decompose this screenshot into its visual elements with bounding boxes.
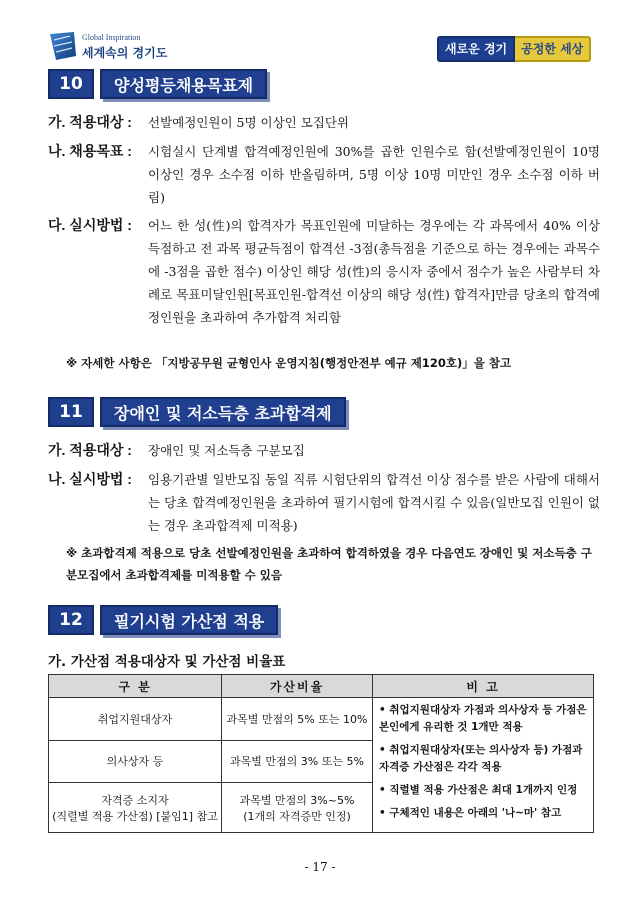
header-category: 구 분	[49, 675, 222, 698]
section-11-item-method	[48, 468, 600, 538]
item-text: 어느 한 성(性)의 합격자가 목표인원에 미달하는 경우에는 각 과목에서 40% 이상 득점하고 전 과목 평균득점이 합격선 -3점(총득점을 기준으로 하는 경우에는 과목수에 -3점을 곱한 점수) 이상인 해당 성(性)의 응시자 중에서 점수가 높은 사람부터 차례로 목표미달인원[목표인원-합격선 이상의 해당 성(性) 합격자]만큼 당초의 합격예정인원을 초과하여 추가합격 처리함	[148, 218, 600, 325]
gyeonggi-logo	[48, 30, 178, 66]
logo-subtitle: Global Inspiration	[82, 33, 141, 42]
cell-ratio: 과목별 만점의 3%~5% (1개의 자격증만 인정)	[222, 783, 373, 833]
remark-item: • 취업지원대상자 가점과 의사상자 등 가점은 본인에게 유리한 것 1개만 적용	[379, 704, 587, 733]
section-10-header	[48, 69, 267, 99]
item-label: 다. 실시방법 :	[48, 217, 132, 233]
section-10-item-target	[48, 111, 600, 134]
logo-title: 세계속의 경기도	[82, 46, 168, 60]
cell-ratio: 과목별 만점의 3% 또는 5%	[222, 740, 373, 783]
item-label: 나. 실시방법 :	[48, 471, 132, 487]
section-11-item-target	[48, 439, 600, 462]
remark-item: • 취업지원대상자(또는 의사상자 등) 가점과 자격증 가산점은 각각 적용	[379, 744, 583, 773]
cell-category: 취업지원대상자	[49, 698, 222, 741]
item-text: 장애인 및 저소득층 구분모집	[148, 443, 305, 458]
section-title: 필기시험 가산점 적용	[100, 605, 278, 635]
section-number: 10	[48, 69, 94, 99]
section-10-note: ※ 자세한 사항은 「지방공무원 균형인사 운영지침(행정안전부 예규 제120호)」을 참고	[66, 356, 512, 370]
section-11-note: ※ 초과합격제 적용으로 당초 선발예정인원을 초과하여 합격하였을 경우 다음연도 장애인 및 저소득층 구분모집에서 초과합격제를 미적용할 수 있음	[66, 546, 592, 582]
slogan-right: 공정한 세상	[515, 36, 591, 62]
header-remarks: 비 고	[373, 675, 594, 698]
section-10-item-method	[48, 214, 600, 354]
remark-item: • 직렬별 적용 가산점은 최대 1개까지 인정	[379, 784, 578, 796]
table-subheading: 가. 가산점 적용대상자 및 가산점 비율표	[48, 654, 286, 670]
item-text: 시험실시 단계별 합격예정인원에 30%를 곱한 인원수로 함(선발예정인원이 10명 이상인 경우 소수점 이하 반올림하며, 5명 이상 10명 미만인 경우 소수점 이하 버림)	[148, 144, 600, 205]
cell-category: 의사상자 등	[49, 740, 222, 783]
remark-item: • 구체적인 내용은 아래의 '나~마' 참고	[379, 807, 562, 819]
slogan-left: 새로운 경기	[437, 36, 515, 62]
cell-remarks	[373, 698, 594, 833]
slogan-badge	[437, 36, 591, 58]
item-label: 가. 적용대상 :	[48, 442, 132, 458]
cell-category: 자격증 소지자 (직렬별 적용 가산점) [붙임1] 참고	[49, 783, 222, 833]
item-label: 가. 적용대상 :	[48, 114, 132, 130]
header-ratio: 가산비율	[222, 675, 373, 698]
item-text: 임용기관별 일반모집 동일 직류 시험단위의 합격선 이상 점수를 받은 사람에 대해서는 당초 합격예정인원을 초과하여 필기시험에 합격시킬 수 있음(일반모집 인원이 없는 경우 초과합격제 미적용)	[148, 472, 600, 533]
section-12-header	[48, 605, 278, 635]
section-title: 장애인 및 저소득층 초과합격제	[100, 397, 346, 427]
section-11-header	[48, 397, 346, 427]
item-label: 나. 채용목표 :	[48, 143, 132, 159]
section-number: 11	[48, 397, 94, 427]
section-number: 12	[48, 605, 94, 635]
bonus-ratio-table	[48, 674, 594, 833]
table-header-row	[49, 675, 594, 698]
item-text: 선발예정인원이 5명 이상인 모집단위	[148, 115, 349, 130]
gyeonggi-emblem-icon	[48, 30, 78, 62]
section-title: 양성평등채용목표제	[100, 69, 267, 99]
table-row	[49, 698, 594, 741]
section-10-item-goal	[48, 140, 600, 210]
page-number: - 17 -	[304, 860, 336, 874]
cell-ratio: 과목별 만점의 5% 또는 10%	[222, 698, 373, 741]
